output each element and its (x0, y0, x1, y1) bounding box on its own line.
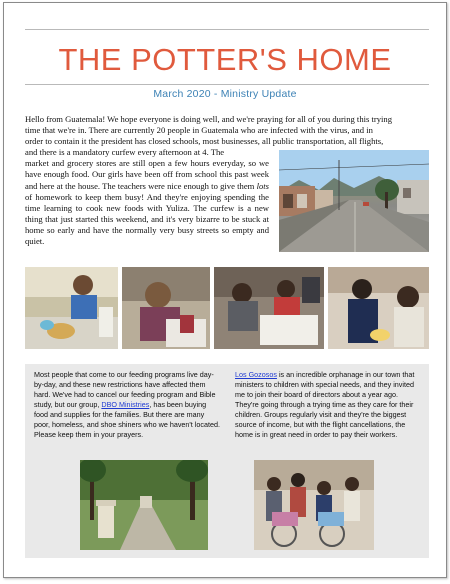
girls-cooking-photo (25, 267, 118, 349)
girl-homework-photo (122, 267, 210, 349)
newsletter-page (3, 2, 447, 578)
girls-studying-photo (214, 267, 324, 349)
los-gozosos-link[interactable]: Los Gozosos (235, 370, 277, 379)
intro-line: Hello from Guatemala! We hope everyone is doing well, and we're praying for all of you during this trying (25, 114, 393, 124)
orphanage-photo (254, 460, 374, 550)
updates-panel (25, 364, 429, 558)
los-gozosos-text: Los Gozosos is an incredible orphanage in our town that ministers to children with special needs, and they invited me to join their board of directors about a year ago. They're going through a trying time as they care for their children. Groups regularly visit and they're the biggest source of income, but with the flight cancellations, the home is in great need in order to pay their workers. (235, 370, 415, 439)
intro-line: order to contain it the president has closed schools, most businesses, all public transportation, all flights, (25, 136, 384, 147)
photo-strip (25, 267, 429, 349)
intro-line: and there is a mandatory curfew every afternoon at 4. The (25, 147, 225, 158)
girls-kitchen-photo (328, 267, 429, 349)
newsletter-title: THE POTTER'S HOME (58, 42, 392, 77)
street-photo (279, 150, 429, 252)
top-rule (25, 29, 429, 30)
feeding-program-text: Most people that come to our feeding programs live day-by-day, and these new restrictions have affected them hard. We've had to cancel our feeding program and Bible study, but our group, DBO Ministries, has been buying food and supplies for the families. But there are many poor, homeless, and shoe shiners who we haven't located. Please keep them in your prayers. (34, 370, 220, 439)
intro-wrapped-text: market and grocery stores are still open a few hours everyday, so we have enough food. Our girls have been off from school this past week and here at the house. The teachers were nice enough to give them lots of homework to keep them busy! And they're enjoying spending the time learning to cook new foods with Yuliza. The curfew is a new thing that just started this weekend, and it's very bizarre to be stuck at home so early and have the normally very busy streets so empty and quiet. (25, 158, 269, 247)
intro-line: time that we're in. There are currently 20 people in Guatemala who are infected with the virus, and in (25, 125, 373, 136)
dbo-ministries-link[interactable]: DBO Ministries (101, 400, 150, 409)
newsletter-subtitle: March 2020 - Ministry Update (153, 88, 297, 100)
title-rule (25, 84, 429, 85)
courtyard-photo (80, 460, 208, 550)
emphasis-lots: lots (256, 180, 269, 191)
